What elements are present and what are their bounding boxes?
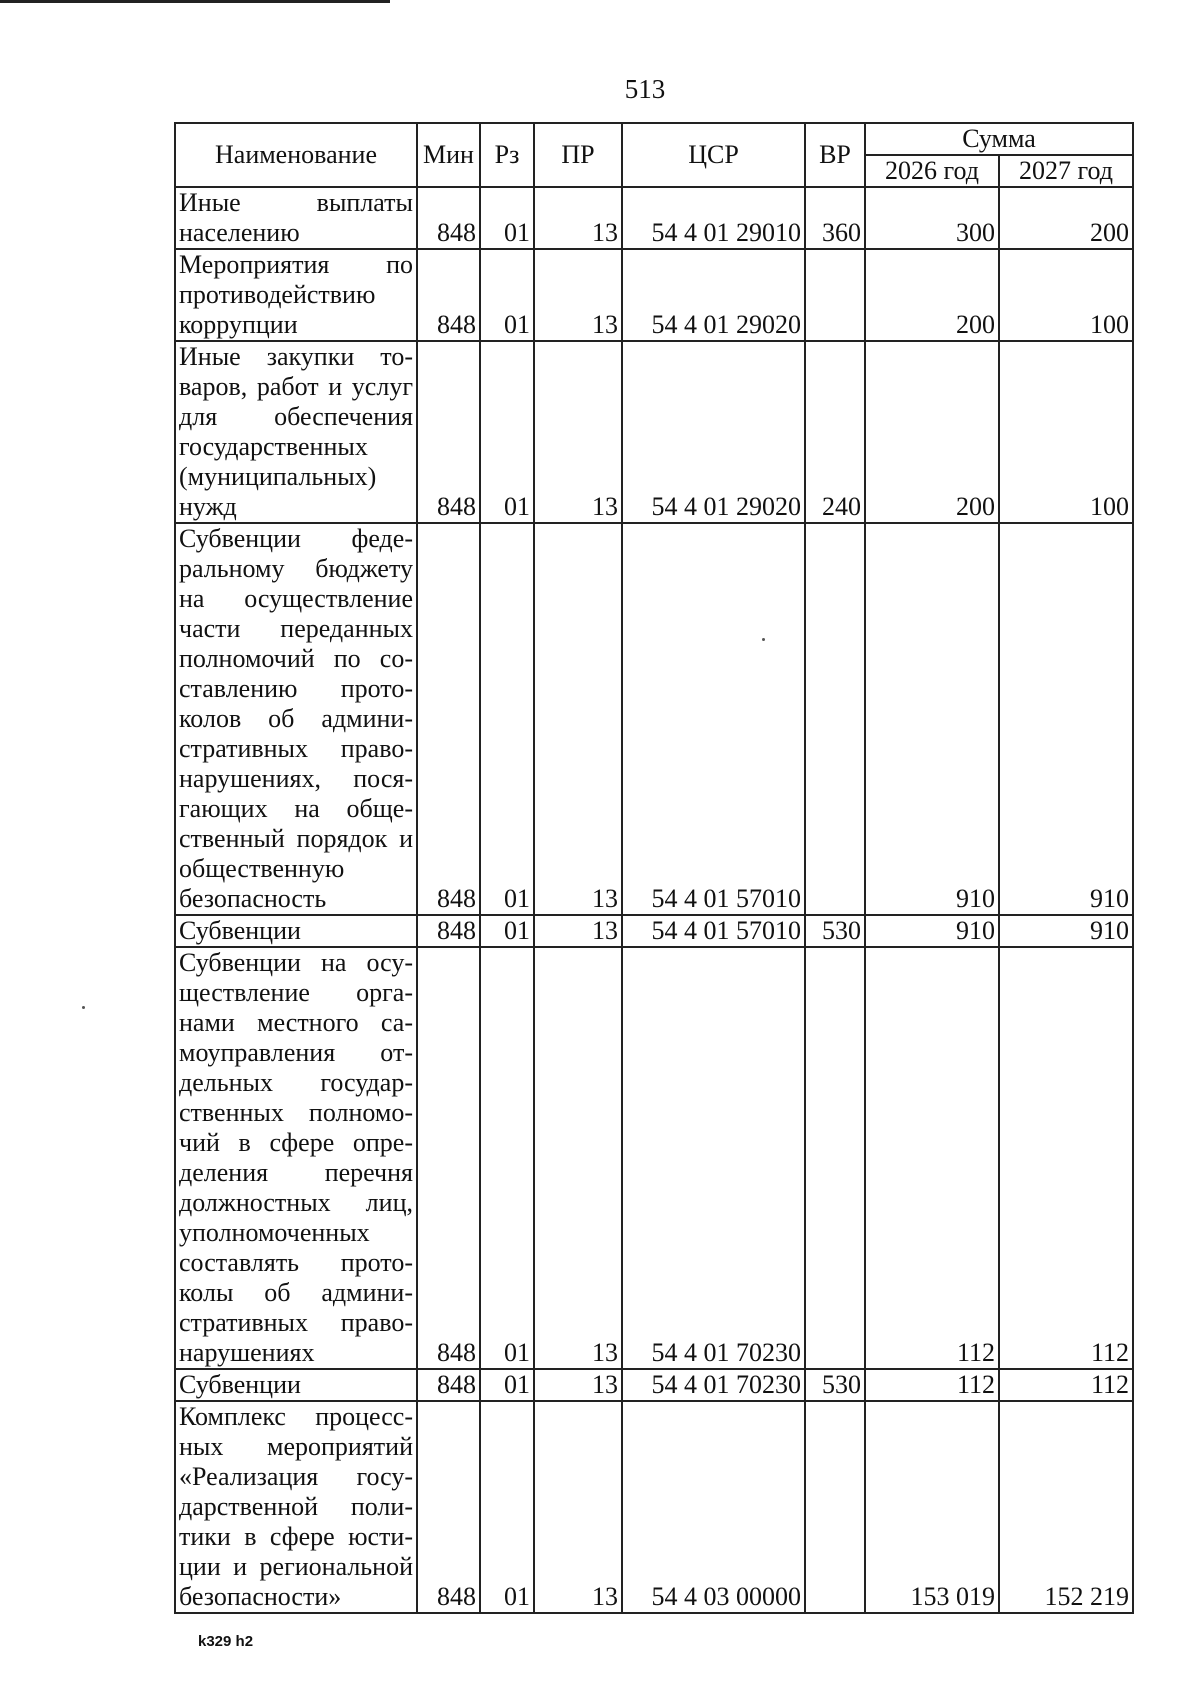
cell-vr	[805, 523, 865, 915]
cell-min: 848	[417, 1401, 480, 1613]
scan-speck	[762, 638, 765, 641]
table-row	[175, 249, 1133, 341]
cell-2027: 112	[999, 947, 1133, 1369]
cell-csr: 54 4 01 57010	[622, 915, 805, 947]
page-number: 513	[624, 74, 666, 104]
cell-vr: 360	[805, 187, 865, 249]
cell-2026: 112	[865, 1369, 999, 1401]
table-row	[175, 915, 1133, 947]
cell-vr	[805, 947, 865, 1369]
cell-2027: 200	[999, 187, 1133, 249]
footer-code: k329 h2	[198, 1633, 254, 1650]
cell-csr: 54 4 01 70230	[622, 947, 805, 1369]
cell-rz: 01	[480, 1401, 534, 1613]
cell-2027: 100	[999, 249, 1133, 341]
header-name: Наименование	[175, 123, 417, 187]
cell-pr: 13	[534, 947, 622, 1369]
header-vr: ВР	[805, 123, 865, 187]
budget-table	[174, 122, 1134, 1614]
cell-pr: 13	[534, 1369, 622, 1401]
header-row-1	[175, 123, 1133, 155]
cell-pr: 13	[534, 915, 622, 947]
cell-rz: 01	[480, 1369, 534, 1401]
cell-rz: 01	[480, 915, 534, 947]
table-row	[175, 1401, 1133, 1613]
cell-name: Комплекс процессных мероприятий «Реализация государственной политики в сфере юстиции и региональной безопасности»	[175, 1401, 417, 1613]
table-row	[175, 341, 1133, 523]
cell-2027: 152 219	[999, 1401, 1133, 1613]
table-row	[175, 1369, 1133, 1401]
cell-2027: 910	[999, 523, 1133, 915]
cell-csr: 54 4 01 70230	[622, 1369, 805, 1401]
cell-2027: 112	[999, 1369, 1133, 1401]
header-min: Мин	[417, 123, 480, 187]
cell-rz: 01	[480, 341, 534, 523]
cell-csr: 54 4 03 00000	[622, 1401, 805, 1613]
cell-name: Субвенции	[175, 915, 417, 947]
cell-rz: 01	[480, 523, 534, 915]
table-row	[175, 523, 1133, 915]
cell-min: 848	[417, 1369, 480, 1401]
cell-vr: 530	[805, 1369, 865, 1401]
cell-pr: 13	[534, 341, 622, 523]
cell-2026: 910	[865, 523, 999, 915]
header-csr: ЦСР	[622, 123, 805, 187]
cell-2026: 300	[865, 187, 999, 249]
cell-pr: 13	[534, 187, 622, 249]
cell-csr: 54 4 01 29010	[622, 187, 805, 249]
cell-vr	[805, 249, 865, 341]
table-body	[175, 187, 1133, 1613]
cell-name: Иные закупки товаров, работ и услуг для обеспечения государственных (муниципальных) нужд	[175, 341, 417, 523]
cell-min: 848	[417, 947, 480, 1369]
cell-csr: 54 4 01 57010	[622, 523, 805, 915]
cell-name: Субвенции	[175, 1369, 417, 1401]
cell-2027: 100	[999, 341, 1133, 523]
cell-min: 848	[417, 523, 480, 915]
cell-min: 848	[417, 341, 480, 523]
cell-rz: 01	[480, 187, 534, 249]
top-rule	[0, 0, 390, 3]
header-2027: 2027 год	[999, 155, 1133, 187]
table-row	[175, 947, 1133, 1369]
cell-min: 848	[417, 915, 480, 947]
cell-name: Субвенции федеральному бюджету на осуществление части переданных полномочий по составлению протоколов об административных правонарушениях, посягающих на общественный порядок и общественную безопасность	[175, 523, 417, 915]
header-sum: Сумма	[865, 123, 1133, 155]
cell-2026: 910	[865, 915, 999, 947]
cell-csr: 54 4 01 29020	[622, 341, 805, 523]
cell-2026: 200	[865, 341, 999, 523]
cell-pr: 13	[534, 1401, 622, 1613]
cell-csr: 54 4 01 29020	[622, 249, 805, 341]
cell-name: Мероприятия по противодействию коррупции	[175, 249, 417, 341]
cell-vr: 240	[805, 341, 865, 523]
cell-rz: 01	[480, 947, 534, 1369]
cell-min: 848	[417, 187, 480, 249]
cell-min: 848	[417, 249, 480, 341]
scan-speck	[82, 1006, 85, 1009]
table-row	[175, 187, 1133, 249]
cell-2026: 153 019	[865, 1401, 999, 1613]
cell-pr: 13	[534, 523, 622, 915]
cell-vr	[805, 1401, 865, 1613]
cell-name: Иные выплаты населению	[175, 187, 417, 249]
header-rz: Рз	[480, 123, 534, 187]
cell-name: Субвенции на осуществление органами местного самоуправления отдельных государственных полномочий в сфере определения перечня должностных лиц, уполномоченных составлять протоколы об административных правонарушениях	[175, 947, 417, 1369]
cell-2026: 112	[865, 947, 999, 1369]
cell-pr: 13	[534, 249, 622, 341]
cell-2026: 200	[865, 249, 999, 341]
header-pr: ПР	[534, 123, 622, 187]
cell-rz: 01	[480, 249, 534, 341]
cell-vr: 530	[805, 915, 865, 947]
header-2026: 2026 год	[865, 155, 999, 187]
cell-2027: 910	[999, 915, 1133, 947]
